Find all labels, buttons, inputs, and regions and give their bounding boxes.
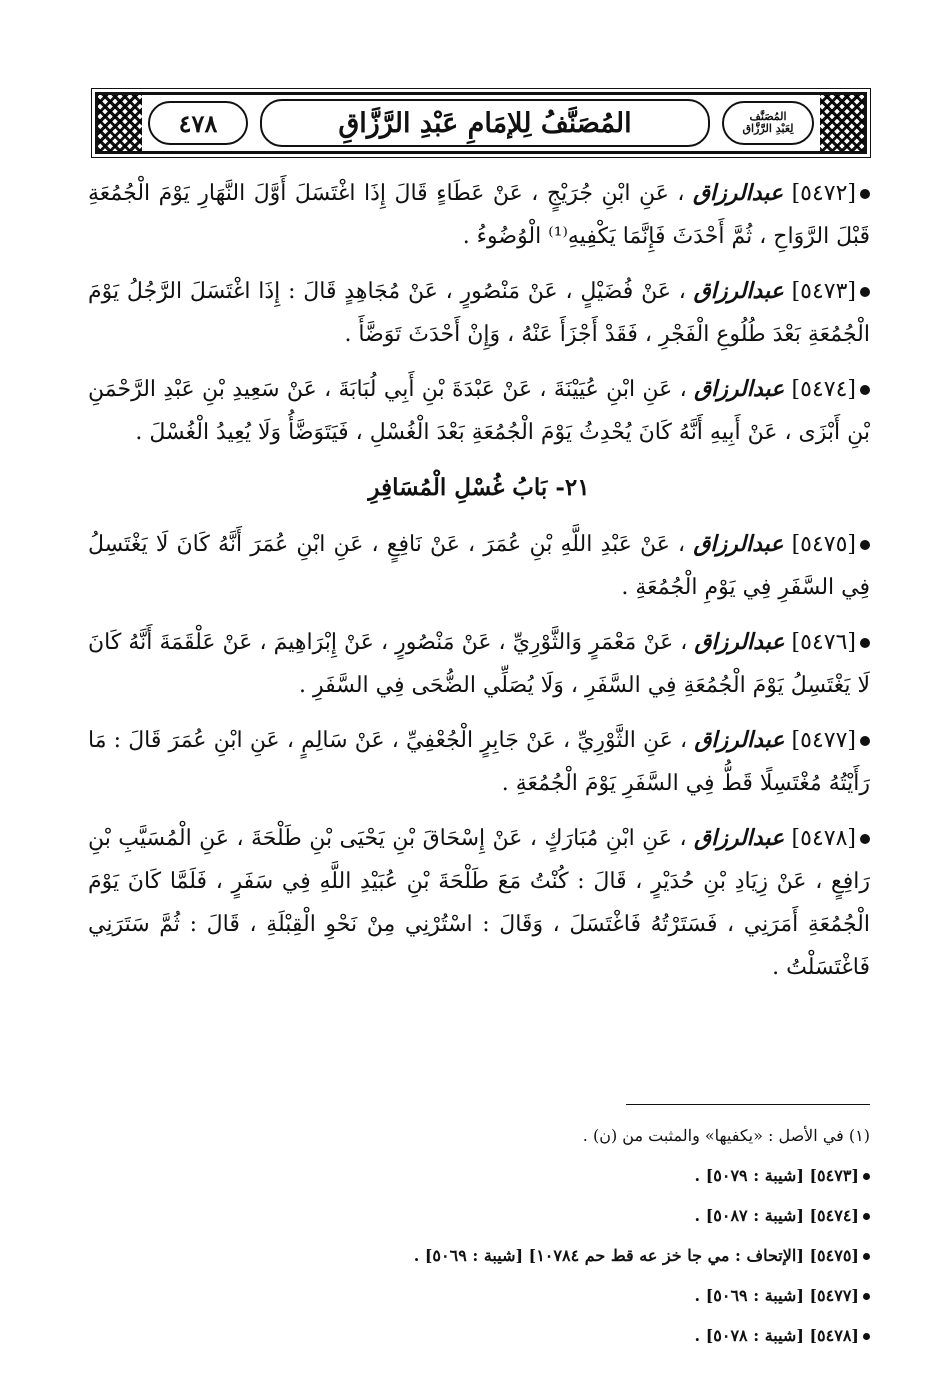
hadith-entry [88, 621, 870, 707]
emblem-line-2: لِعَبْدِ الرَّزَّاق [742, 122, 794, 135]
bullet-icon [863, 1293, 870, 1300]
hadith-number: [٥٤٧٨] [791, 826, 856, 851]
bullet-icon [863, 1173, 870, 1180]
footnote-ref-text: [٥٤٧٤] [شيبة : ٥٠٨٧] . [694, 1206, 859, 1225]
footnotes [88, 1116, 870, 1356]
hadith-number: [٥٤٧٦] [791, 630, 856, 655]
hadith-number: [٥٤٧٧] [791, 728, 856, 753]
bullet-icon [860, 189, 870, 199]
footnote-ref [88, 1196, 870, 1236]
hadith-text: ، عَنِ ابْنِ عُيَيْنَةَ ، عَنْ عَبْدَةَ بْنِ أَبِي لُبَابَةَ ، عَنْ سَعِيدِ بْنِ عَبْدِ الرَّحْمَنِ بْنِ أَبْزَى ، عَنْ أَبِيهِ أَنَّهُ كَانَ يُحْدِثُ يَوْمَ الْجُمُعَةِ بَعْدَ الْغُسْلِ ، فَيَتَوَضَّأُ وَلَا يُعِيدُ الْغُسْلَ . [88, 377, 870, 445]
hadith-entry [88, 270, 870, 356]
chapter-heading: ٢١- بَابُ غُسْلِ الْمُسَافِرِ [368, 474, 590, 501]
bullet-icon [860, 736, 870, 746]
ornament-left [98, 95, 142, 151]
narrator: عبدالرزاق [693, 531, 784, 557]
hadith-number: [٥٤٧٥] [791, 532, 857, 557]
narrator: عبدالرزاق [694, 629, 785, 655]
narrator: عبدالرزاق [694, 825, 785, 851]
footnote-ref-text: [٥٤٧٨] [شيبة : ٥٠٧٨] . [694, 1326, 859, 1345]
narrator: عبدالرزاق [693, 278, 784, 304]
hadith-text: ، عَنْ فُضَيْلٍ ، عَنْ مَنْصُورٍ ، عَنْ مُجَاهِدٍ قَالَ : إِذَا اغْتَسَلَ الرَّجُلُ يَوْمَ الْجُمُعَةِ بَعْدَ طُلُوعِ الْفَجْرِ ، فَقَدْ أَجْزَأَ عَنْهُ ، وَإِنْ أَحْدَثَ تَوَضَّأَ . [88, 279, 870, 347]
bullet-icon [863, 1253, 870, 1260]
footnote-1: (١) في الأصل : «يكفيها» والمثبت من (ن) . [582, 1126, 870, 1145]
hadith-text: ، عَنِ ابْنِ جُرَيْجٍ ، عَنْ عَطَاءٍ قَالَ إِذَا اغْتَسَلَ أَوَّلَ النَّهَارِ يَوْمَ الْجُمُعَةِ قَبْلَ الرَّوَاحِ ، ثُمَّ أَحْدَثَ فَإِنَّمَا يَكْفِيهِ⁽¹⁾ الْوُضُوءُ . [88, 181, 870, 249]
book-emblem [722, 101, 814, 145]
book-title: المُصَنَّفُ لِلإمَامِ عَبْدِ الرَّزَّاقِ [260, 99, 710, 147]
footnote-divider [626, 1104, 870, 1105]
hadith-text: ، عَنْ مَعْمَرٍ وَالثَّوْرِيِّ ، عَنْ مَنْصُورٍ ، عَنْ إِبْرَاهِيمَ ، عَنْ عَلْقَمَةَ أَنَّهُ كَانَ لَا يَغْتَسِلُ يَوْمَ الْجُمُعَةِ فِي السَّفَرِ ، وَلَا يُصَلِّي الضُّحَى فِي السَّفَرِ . [88, 630, 870, 698]
narrator: عبدالرزاق [692, 180, 784, 206]
hadith-entry [88, 817, 870, 989]
bullet-icon [860, 834, 870, 844]
hadith-number: [٥٤٧٤] [791, 377, 856, 402]
footnote-ref-text: [٥٤٧٥] [الإتحاف : مي جا خز عه قط حم ١٠٧٨٤] [شيبة : ٥٠٦٩] . [413, 1246, 859, 1265]
footnote-ref [88, 1316, 870, 1356]
footnote-ref [88, 1236, 870, 1276]
page-header [95, 92, 867, 154]
footnote-ref-text: [٥٤٧٧] [شيبة : ٥٠٦٩] . [694, 1286, 859, 1305]
bullet-icon [863, 1213, 870, 1220]
hadith-entry [88, 368, 870, 454]
hadith-entry [88, 172, 870, 258]
hadith-text: ، عَنْ عَبْدِ اللَّهِ بْنِ عُمَرَ ، عَنْ نَافِعٍ ، عَنِ ابْنِ عُمَرَ أَنَّهُ كَانَ لَا يَغْتَسِلُ فِي السَّفَرِ فِي يَوْمِ الْجُمُعَةِ . [88, 532, 870, 600]
narrator: عبدالرزاق [694, 727, 785, 753]
bullet-icon [860, 540, 870, 550]
narrator: عبدالرزاق [694, 376, 785, 402]
bullet-icon [860, 287, 870, 297]
hadith-entry [88, 719, 870, 805]
emblem-line-1: المُصَنَّف [749, 110, 787, 123]
footnote-ref [88, 1156, 870, 1196]
hadith-entry [88, 523, 870, 609]
hadith-text: ، عَنِ الثَّوْرِيِّ ، عَنْ جَابِرٍ الْجُعْفِيِّ ، عَنْ سَالِمٍ ، عَنِ ابْنِ عُمَرَ قَالَ : مَا رَأَيْتُهُ مُغْتَسِلًا قَطُّ فِي السَّفَرِ يَوْمَ الْجُمُعَةِ . [88, 728, 870, 796]
hadith-number: [٥٤٧٣] [791, 279, 857, 304]
footnote-ref-text: [٥٤٧٣] [شيبة : ٥٠٧٩] . [694, 1166, 859, 1185]
bullet-icon [860, 385, 870, 395]
bullet-icon [860, 638, 870, 648]
main-text [88, 172, 870, 1001]
hadith-number: [٥٤٧٢] [791, 181, 857, 206]
footnote-ref [88, 1276, 870, 1316]
hadith-text: ، عَنِ ابْنِ مُبَارَكٍ ، عَنْ إِسْحَاقَ بْنِ يَحْيَى بْنِ طَلْحَةَ ، عَنِ الْمُسَيَّبِ بْنِ رَافِعٍ ، عَنْ زِيَادِ بْنِ حُدَيْرٍ ، قَالَ : كُنْتُ مَعَ طَلْحَةَ بْنِ عُبَيْدِ اللَّهِ فِي سَفَرٍ ، فَلَمَّا كَانَ يَوْمَ الْجُمُعَةِ أَمَرَنِي ، فَسَتَرْتُهُ فَاغْتَسَلَ ، وَقَالَ : اسْتُرْنِي مِنْ نَحْوِ الْقِبْلَةِ ، قَالَ : ثُمَّ سَتَرَنِي فَاغْتَسَلْتُ . [88, 826, 870, 980]
bullet-icon [863, 1333, 870, 1340]
ornament-right [820, 95, 864, 151]
page-number: ٤٧٨ [148, 101, 248, 145]
